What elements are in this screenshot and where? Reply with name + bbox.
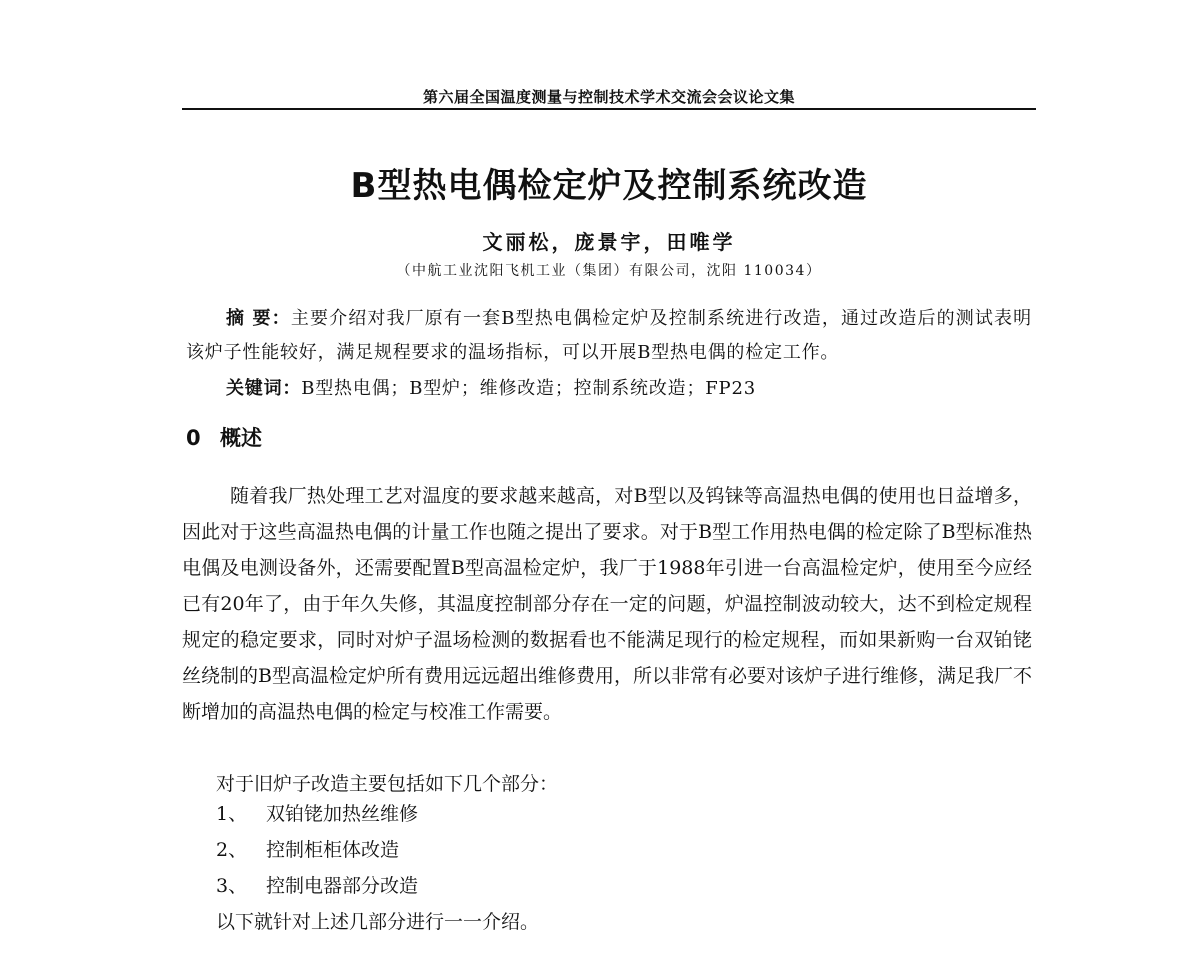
- paper-authors: 文丽松，庞景宇，田唯学: [482, 230, 736, 254]
- parts-list: [216, 796, 418, 904]
- list-item-text: 控制电器部分改造: [266, 875, 419, 897]
- abstract-label: 摘 要：: [226, 308, 291, 329]
- list-item-number: 2、: [216, 839, 248, 861]
- list-item-text: 控制柜柜体改造: [266, 839, 400, 861]
- running-header: 第六届全国温度测量与控制技术学术交流会会议论文集: [422, 88, 795, 106]
- abstract: [186, 302, 1032, 370]
- list-item-number: 1、: [216, 803, 248, 825]
- section-number: 0: [186, 426, 201, 450]
- keywords-text: B型热电偶；B型炉；维修改造；控制系统改造；FP23: [301, 378, 756, 399]
- section-title: 概述: [220, 426, 262, 450]
- paper-affiliation: （中航工业沈阳飞机工业（集团）有限公司，沈阳 110034）: [396, 263, 822, 279]
- list-item: [216, 832, 418, 868]
- list-item: [216, 796, 418, 832]
- header-rule: [182, 108, 1036, 110]
- list-item-text: 双铂铑加热丝维修: [266, 803, 419, 825]
- list-intro: 对于旧炉子改造主要包括如下几个部分：: [216, 773, 559, 795]
- paper-title: B型热电偶检定炉及控制系统改造: [350, 166, 868, 206]
- abstract-text: 主要介绍对我厂原有一套B型热电偶检定炉及控制系统进行改造，通过改造后的测试表明该炉子性能较好，满足规程要求的温场指标，可以开展B型热电偶的检定工作。: [186, 308, 1032, 363]
- body-paragraph: [182, 478, 1032, 730]
- list-item-number: 3、: [216, 875, 248, 897]
- keywords-label: 关键词：: [226, 378, 302, 399]
- list-item: [216, 868, 418, 904]
- closing-line: 以下就针对上述几部分进行一一介绍。: [216, 911, 540, 933]
- keywords: [226, 372, 1032, 406]
- overview-paragraph: 随着我厂热处理工艺对温度的要求越来越高，对B型以及钨铼等高温热电偶的使用也日益增多，因此对于这些高温热电偶的计量工作也随之提出了要求。对于B型工作用热电偶的检定除了B型标准热电偶及电测设备外，还需要配置B型高温检定炉，我厂于1988年引进一台高温检定炉，使用至今应经已有20年了，由于年久失修，其温度控制部分存在一定的问题，炉温控制波动较大，达不到检定规程规定的稳定要求，同时对炉子温场检测的数据看也不能满足现行的检定规程，而如果新购一台双铂铑丝绕制的B型高温检定炉所有费用远远超出维修费用，所以非常有必要对该炉子进行维修，满足我厂不断增加的高温热电偶的检定与校准工作需要。: [182, 485, 1032, 723]
- section-heading: [186, 422, 262, 452]
